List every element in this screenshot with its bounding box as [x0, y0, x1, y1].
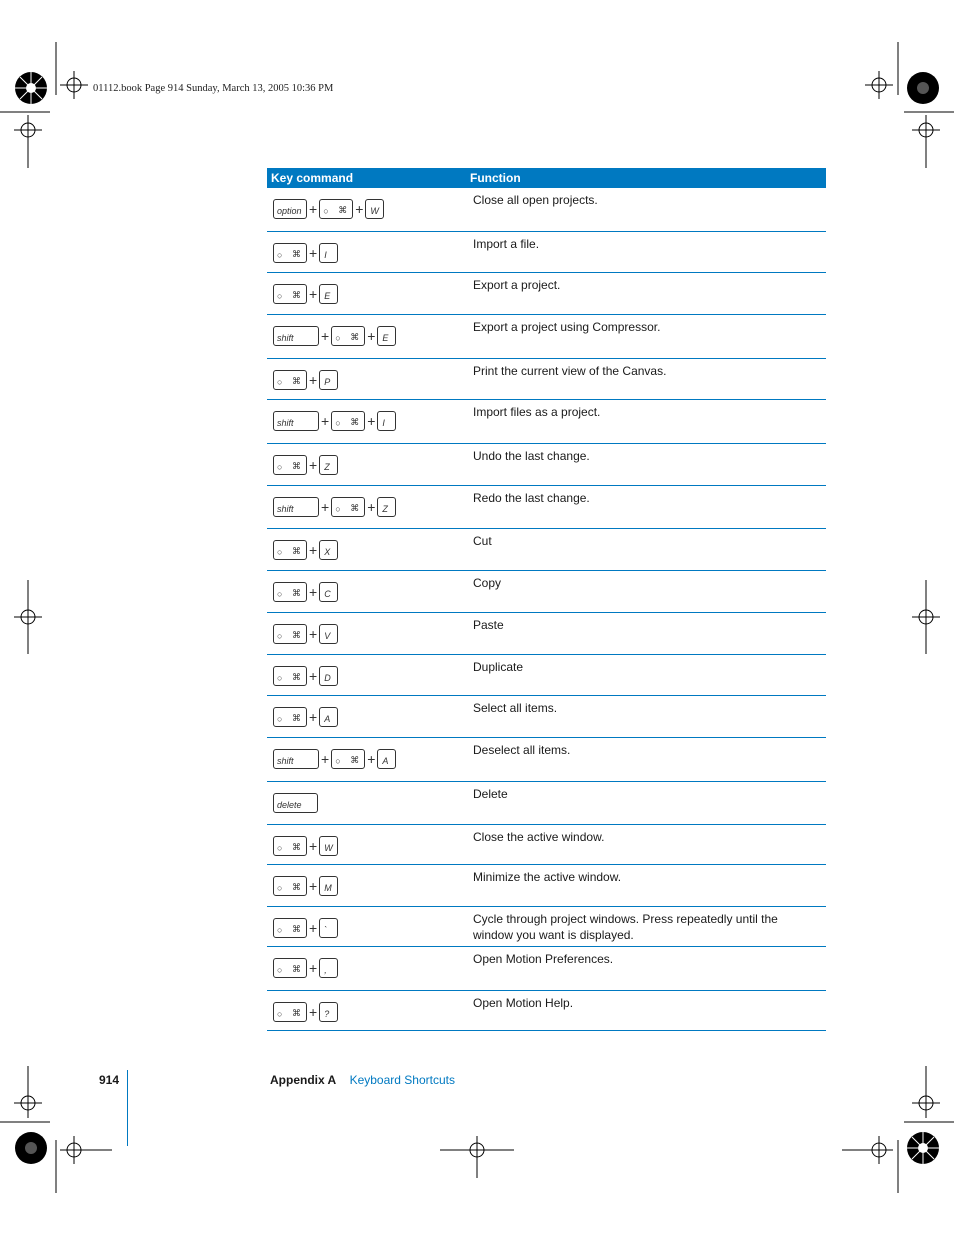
command-key-icon [273, 666, 307, 686]
command-key-icon [273, 624, 307, 644]
apple-icon: ○ [335, 504, 341, 514]
cmd-symbol-icon: ⌘ [350, 417, 360, 427]
function-description: Redo the last change. [473, 491, 590, 505]
table-row [267, 232, 826, 273]
header-key-command: Key command [271, 171, 354, 185]
letter-key: I [319, 243, 338, 263]
delete-key: delete [273, 793, 318, 813]
key-combination [267, 536, 473, 564]
plus-sign: + [309, 920, 318, 936]
cmd-symbol-icon: ⌘ [292, 290, 301, 300]
apple-icon: ○ [277, 589, 283, 599]
keyboard-shortcuts-table [267, 168, 826, 1031]
key-combination [267, 832, 473, 860]
cmd-symbol-icon: ⌘ [350, 755, 360, 765]
function-description: Open Motion Help. [473, 996, 574, 1010]
key-combination [267, 789, 473, 817]
shift-key: shift [273, 411, 319, 431]
cmd-symbol-icon: ⌘ [292, 461, 301, 471]
cmd-symbol-icon: ⌘ [292, 964, 301, 974]
apple-icon: ○ [277, 965, 283, 975]
command-key-icon [273, 1002, 307, 1022]
key-combination [267, 998, 473, 1026]
key-combination [267, 914, 473, 942]
plus-sign: + [309, 1004, 318, 1020]
apple-icon: ○ [277, 250, 283, 260]
plus-sign: + [355, 201, 364, 217]
command-key-icon [273, 918, 307, 938]
table-row [267, 991, 826, 1031]
command-key-icon [273, 582, 307, 602]
command-key-icon [273, 540, 307, 560]
letter-key: E [319, 284, 338, 304]
plus-sign: + [367, 413, 376, 429]
folio-divider [127, 1070, 128, 1146]
plus-sign: + [309, 201, 318, 217]
plus-sign: + [367, 751, 376, 767]
function-description: Export a project. [473, 278, 561, 292]
cmd-symbol-icon: ⌘ [292, 882, 301, 892]
shift-key: shift [273, 326, 319, 346]
table-row [267, 907, 826, 947]
letter-key: Z [377, 497, 396, 517]
table-row [267, 696, 826, 738]
cmd-symbol-icon: ⌘ [292, 630, 301, 640]
key-combination [267, 493, 473, 521]
apple-icon: ○ [323, 206, 329, 216]
letter-key: V [319, 624, 338, 644]
function-description: Cycle through project windows. Press repeatedly until the window you want is displayed. [473, 912, 778, 942]
plus-sign: + [309, 245, 318, 261]
plus-sign: + [321, 499, 330, 515]
key-combination [267, 366, 473, 394]
plus-sign: + [309, 372, 318, 388]
table-row [267, 486, 826, 529]
command-key-icon [273, 370, 307, 390]
command-key-icon [331, 411, 365, 431]
table-row [267, 825, 826, 865]
table-row [267, 613, 826, 655]
key-combination [267, 239, 473, 267]
key-combination [267, 662, 473, 690]
cmd-symbol-icon: ⌘ [292, 713, 301, 723]
cmd-symbol-icon: ⌘ [292, 588, 301, 598]
cmd-symbol-icon: ⌘ [292, 1008, 301, 1018]
table-row [267, 947, 826, 991]
function-description: Cut [473, 534, 492, 548]
apple-icon: ○ [277, 925, 283, 935]
key-combination [267, 620, 473, 648]
key-combination [267, 578, 473, 606]
function-description: Close all open projects. [473, 193, 598, 207]
plus-sign: + [321, 751, 330, 767]
cmd-symbol-icon: ⌘ [292, 376, 301, 386]
letter-key: D [319, 666, 338, 686]
key-combination [267, 280, 473, 308]
apple-icon: ○ [277, 377, 283, 387]
letter-key: M [319, 876, 338, 896]
page-number: 914 [99, 1073, 120, 1087]
table-row [267, 359, 826, 400]
key-combination [267, 745, 473, 773]
header-function: Function [470, 171, 521, 185]
key-combination [267, 703, 473, 731]
command-key-icon [331, 749, 365, 769]
table-row [267, 188, 826, 232]
apple-icon: ○ [335, 333, 341, 343]
command-key-icon [273, 958, 307, 978]
apple-icon: ○ [277, 631, 283, 641]
key-combination [267, 954, 473, 982]
function-description: Open Motion Preferences. [473, 952, 614, 966]
apple-icon: ○ [277, 462, 283, 472]
key-combination [267, 451, 473, 479]
table-row [267, 315, 826, 359]
letter-key: A [377, 749, 396, 769]
command-key-icon [331, 326, 365, 346]
function-description: Duplicate [473, 660, 524, 674]
plus-sign: + [309, 584, 318, 600]
letter-key: W [365, 199, 384, 219]
plus-sign: + [367, 328, 376, 344]
cmd-symbol-icon: ⌘ [338, 205, 348, 215]
option-key: option [273, 199, 307, 219]
command-key-icon [273, 836, 307, 856]
letter-key: P [319, 370, 338, 390]
plus-sign: + [309, 542, 318, 558]
cmd-symbol-icon: ⌘ [292, 924, 301, 934]
function-description: Paste [473, 618, 504, 632]
function-description: Undo the last change. [473, 449, 590, 463]
plus-sign: + [367, 499, 376, 515]
function-description: Import a file. [473, 237, 540, 251]
cmd-symbol-icon: ⌘ [350, 503, 360, 513]
plus-sign: + [309, 457, 318, 473]
plus-sign: + [309, 838, 318, 854]
apple-icon: ○ [277, 883, 283, 893]
table-row [267, 400, 826, 444]
plus-sign: + [309, 878, 318, 894]
table-header [267, 168, 826, 188]
function-description: Print the current view of the Canvas. [473, 364, 667, 378]
letter-key: A [319, 707, 338, 727]
apple-icon: ○ [277, 714, 283, 724]
print-slug: 01112.book Page 914 Sunday, March 13, 2005 10:36 PM [93, 83, 334, 94]
letter-key: E [377, 326, 396, 346]
plus-sign: + [309, 668, 318, 684]
command-key-icon [273, 243, 307, 263]
table-body [267, 188, 826, 1031]
table-row [267, 738, 826, 782]
function-description: Copy [473, 576, 502, 590]
table-row [267, 571, 826, 613]
function-description: Export a project using Compressor. [473, 320, 661, 334]
function-description: Import files as a project. [473, 405, 601, 419]
command-key-icon [273, 284, 307, 304]
apple-icon: ○ [335, 418, 341, 428]
table-row [267, 865, 826, 907]
footer-appendix: Appendix A [270, 1073, 337, 1087]
key-combination [267, 322, 473, 350]
letter-key: I [377, 411, 396, 431]
command-key-icon [273, 455, 307, 475]
cmd-symbol-icon: ⌘ [350, 332, 360, 342]
key-combination [267, 872, 473, 900]
apple-icon: ○ [277, 843, 283, 853]
command-key-icon [331, 497, 365, 517]
function-description: Deselect all items. [473, 743, 571, 757]
letter-key: C [319, 582, 338, 602]
command-key-icon [273, 876, 307, 896]
footer-chapter-title: Keyboard Shortcuts [349, 1073, 455, 1087]
apple-icon: ○ [277, 291, 283, 301]
table-row [267, 444, 826, 486]
apple-icon: ○ [277, 673, 283, 683]
function-description: Delete [473, 787, 508, 801]
key-combination [267, 195, 473, 223]
key-combination [267, 407, 473, 435]
command-key-icon [319, 199, 353, 219]
table-row [267, 273, 826, 315]
letter-key: X [319, 540, 338, 560]
apple-icon: ○ [277, 1009, 283, 1019]
apple-icon: ○ [277, 547, 283, 557]
function-description: Minimize the active window. [473, 870, 622, 884]
letter-key: Z [319, 455, 338, 475]
function-description: Close the active window. [473, 830, 605, 844]
plus-sign: + [321, 328, 330, 344]
plus-sign: + [309, 960, 318, 976]
plus-sign: + [321, 413, 330, 429]
cmd-symbol-icon: ⌘ [292, 249, 301, 259]
plus-sign: + [309, 709, 318, 725]
cmd-symbol-icon: ⌘ [292, 546, 301, 556]
cmd-symbol-icon: ⌘ [292, 842, 301, 852]
shift-key: shift [273, 749, 319, 769]
shift-key: shift [273, 497, 319, 517]
letter-key: , [319, 958, 338, 978]
letter-key: W [319, 836, 338, 856]
command-key-icon [273, 707, 307, 727]
table-row [267, 782, 826, 825]
cmd-symbol-icon: ⌘ [292, 672, 301, 682]
table-row [267, 529, 826, 571]
table-row [267, 655, 826, 696]
plus-sign: + [309, 626, 318, 642]
apple-icon: ○ [335, 756, 341, 766]
letter-key: ? [319, 1002, 338, 1022]
function-description: Select all items. [473, 701, 558, 715]
running-footer [270, 1073, 455, 1087]
plus-sign: + [309, 286, 318, 302]
letter-key: ` [319, 918, 338, 938]
